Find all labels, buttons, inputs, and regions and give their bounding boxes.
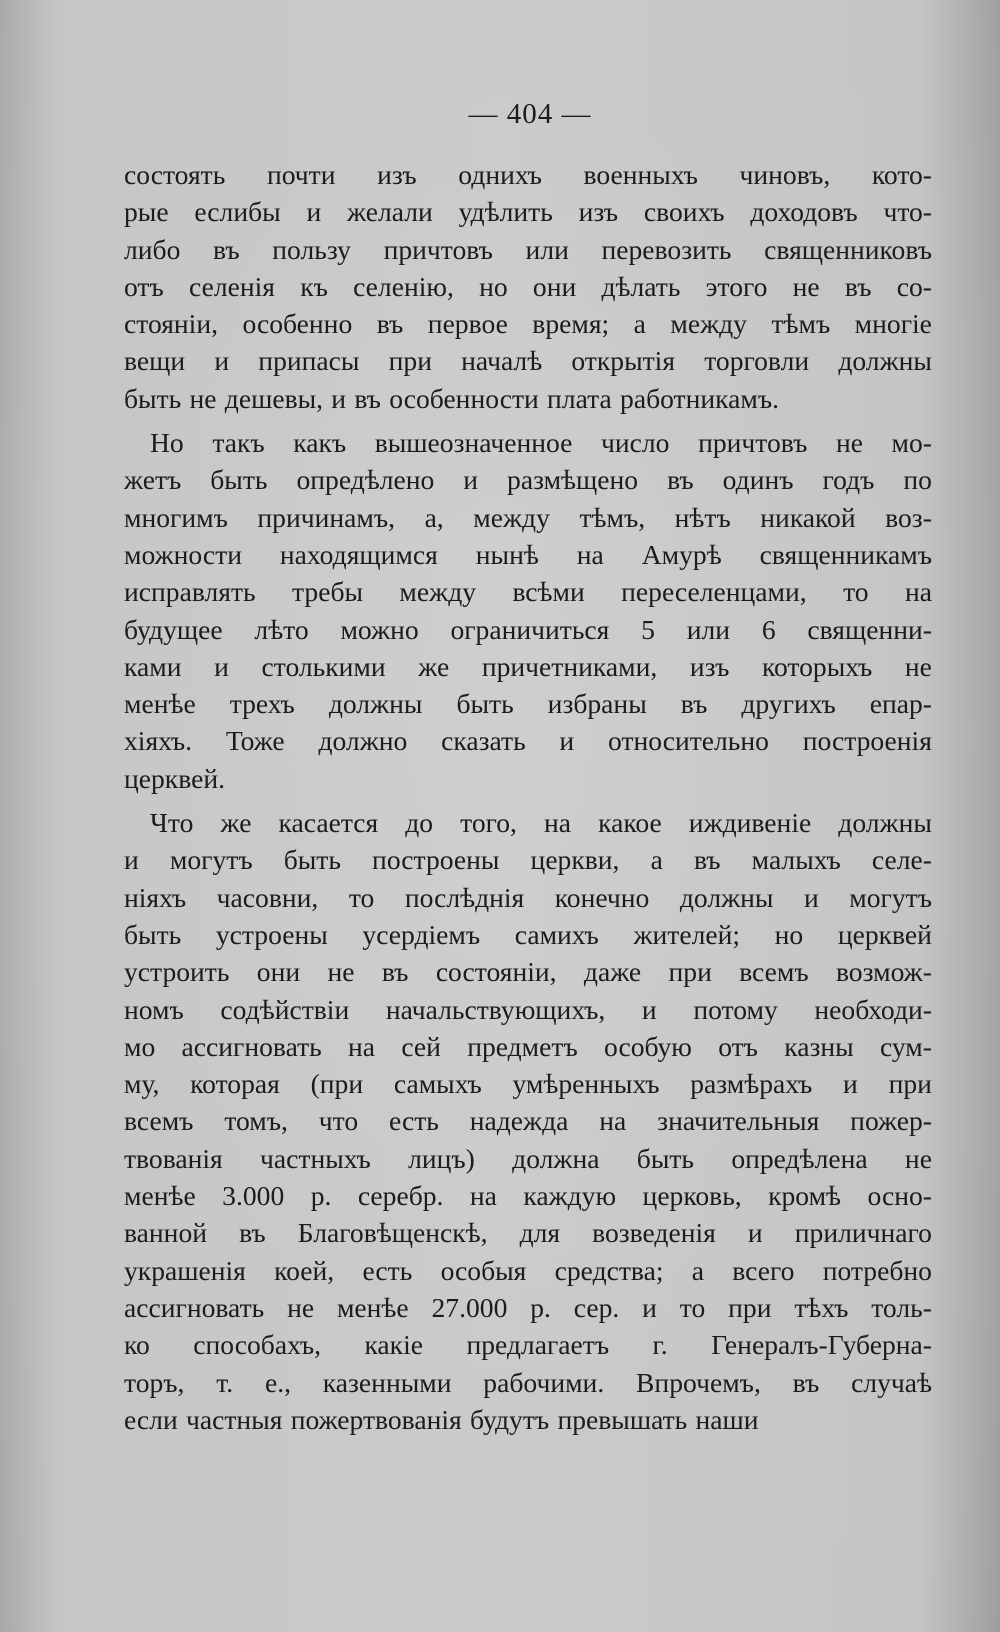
- text-line: быть устроены усердіемъ самихъ жителей; но церквей: [124, 918, 932, 950]
- text-line: Но такъ какъ вышеозначенное число причтовъ не мо-: [150, 427, 932, 459]
- text-line: Что же касается до того, на какое иждивеніе должны: [150, 807, 932, 839]
- text-line: номъ содѣйствіи начальствующихъ, и потому необходи-: [124, 993, 932, 1025]
- text-line: менѣе трехъ должны быть избраны въ другихъ епар-: [124, 688, 932, 720]
- text-line: стояніи, особенно въ первое время; а между тѣмъ многіе: [124, 308, 932, 340]
- text-line: мо ассигновать на сей предметъ особую отъ казны сум-: [124, 1030, 932, 1062]
- text-line: ко способахъ, какіе предлагаетъ г. Генералъ-Губерна-: [124, 1329, 932, 1361]
- text-line: если частныя пожертвованія будутъ превышать наши: [124, 1403, 759, 1435]
- text-line: менѣе 3.000 р. серебр. на каждую церковь, кромѣ осно-: [124, 1180, 932, 1212]
- text-line: церквей.: [124, 762, 225, 794]
- paragraph: [124, 424, 932, 797]
- text-line: жетъ быть опредѣлено и размѣщено въ одинъ годъ по: [124, 464, 932, 496]
- text-line: ками и столькими же причетниками, изъ которыхъ не: [124, 650, 932, 682]
- text-line: украшенія коей, есть особыя средства; а всего потребно: [124, 1254, 932, 1286]
- text-line: быть не дешевы, и въ особенности плата работникамъ.: [124, 382, 780, 414]
- text-line: исправлять требы между всѣми переселенцами, то на: [124, 576, 932, 608]
- paragraph: [124, 156, 932, 417]
- page-number: — 404 —: [468, 98, 592, 130]
- text-line: устроить они не въ состояніи, даже при всемъ возмож-: [124, 956, 932, 988]
- text-line: твованія частныхъ лицъ) должна быть опредѣлена не: [124, 1142, 932, 1174]
- text-line: отъ селенія къ селенію, но они дѣлать этого не въ со-: [124, 270, 932, 302]
- text-line: всемъ томъ, что есть надежда на значительныя пожер-: [124, 1105, 932, 1137]
- text-line: ванной въ Благовѣщенскѣ, для возведенія и приличнаго: [124, 1217, 932, 1249]
- text-body: [124, 156, 932, 1445]
- text-line: и могутъ быть построены церкви, а въ малыхъ селе-: [124, 844, 932, 876]
- text-line: рые еслибы и желали удѣлить изъ своихъ доходовъ что-: [124, 196, 932, 228]
- text-line: будущее лѣто можно ограничиться 5 или 6 священни-: [124, 613, 932, 645]
- text-line: либо въ пользу причтовъ или перевозить священниковъ: [124, 233, 932, 265]
- text-line: му, которая (при самыхъ умѣренныхъ размѣрахъ и при: [124, 1068, 932, 1100]
- text-line: торъ, т. е., казенными рабочими. Впрочемъ, въ случаѣ: [124, 1366, 932, 1398]
- text-line: многимъ причинамъ, а, между тѣмъ, нѣтъ никакой воз-: [124, 501, 932, 533]
- text-line: вещи и припасы при началѣ открытія торговли должны: [124, 345, 932, 377]
- text-line: ассигновать не менѣе 27.000 р. сер. и то при тѣхъ толь-: [124, 1291, 932, 1323]
- paragraph: [124, 804, 932, 1438]
- text-line: хіяхъ. Тоже должно сказать и относительно построенія: [124, 725, 932, 757]
- text-line: можности находящимся нынѣ на Амурѣ священникамъ: [124, 538, 932, 570]
- text-line: ніяхъ часовни, то послѣднія конечно должны и могутъ: [124, 881, 932, 913]
- text-line: состоять почти изъ однихъ военныхъ чиновъ, кото-: [124, 159, 932, 190]
